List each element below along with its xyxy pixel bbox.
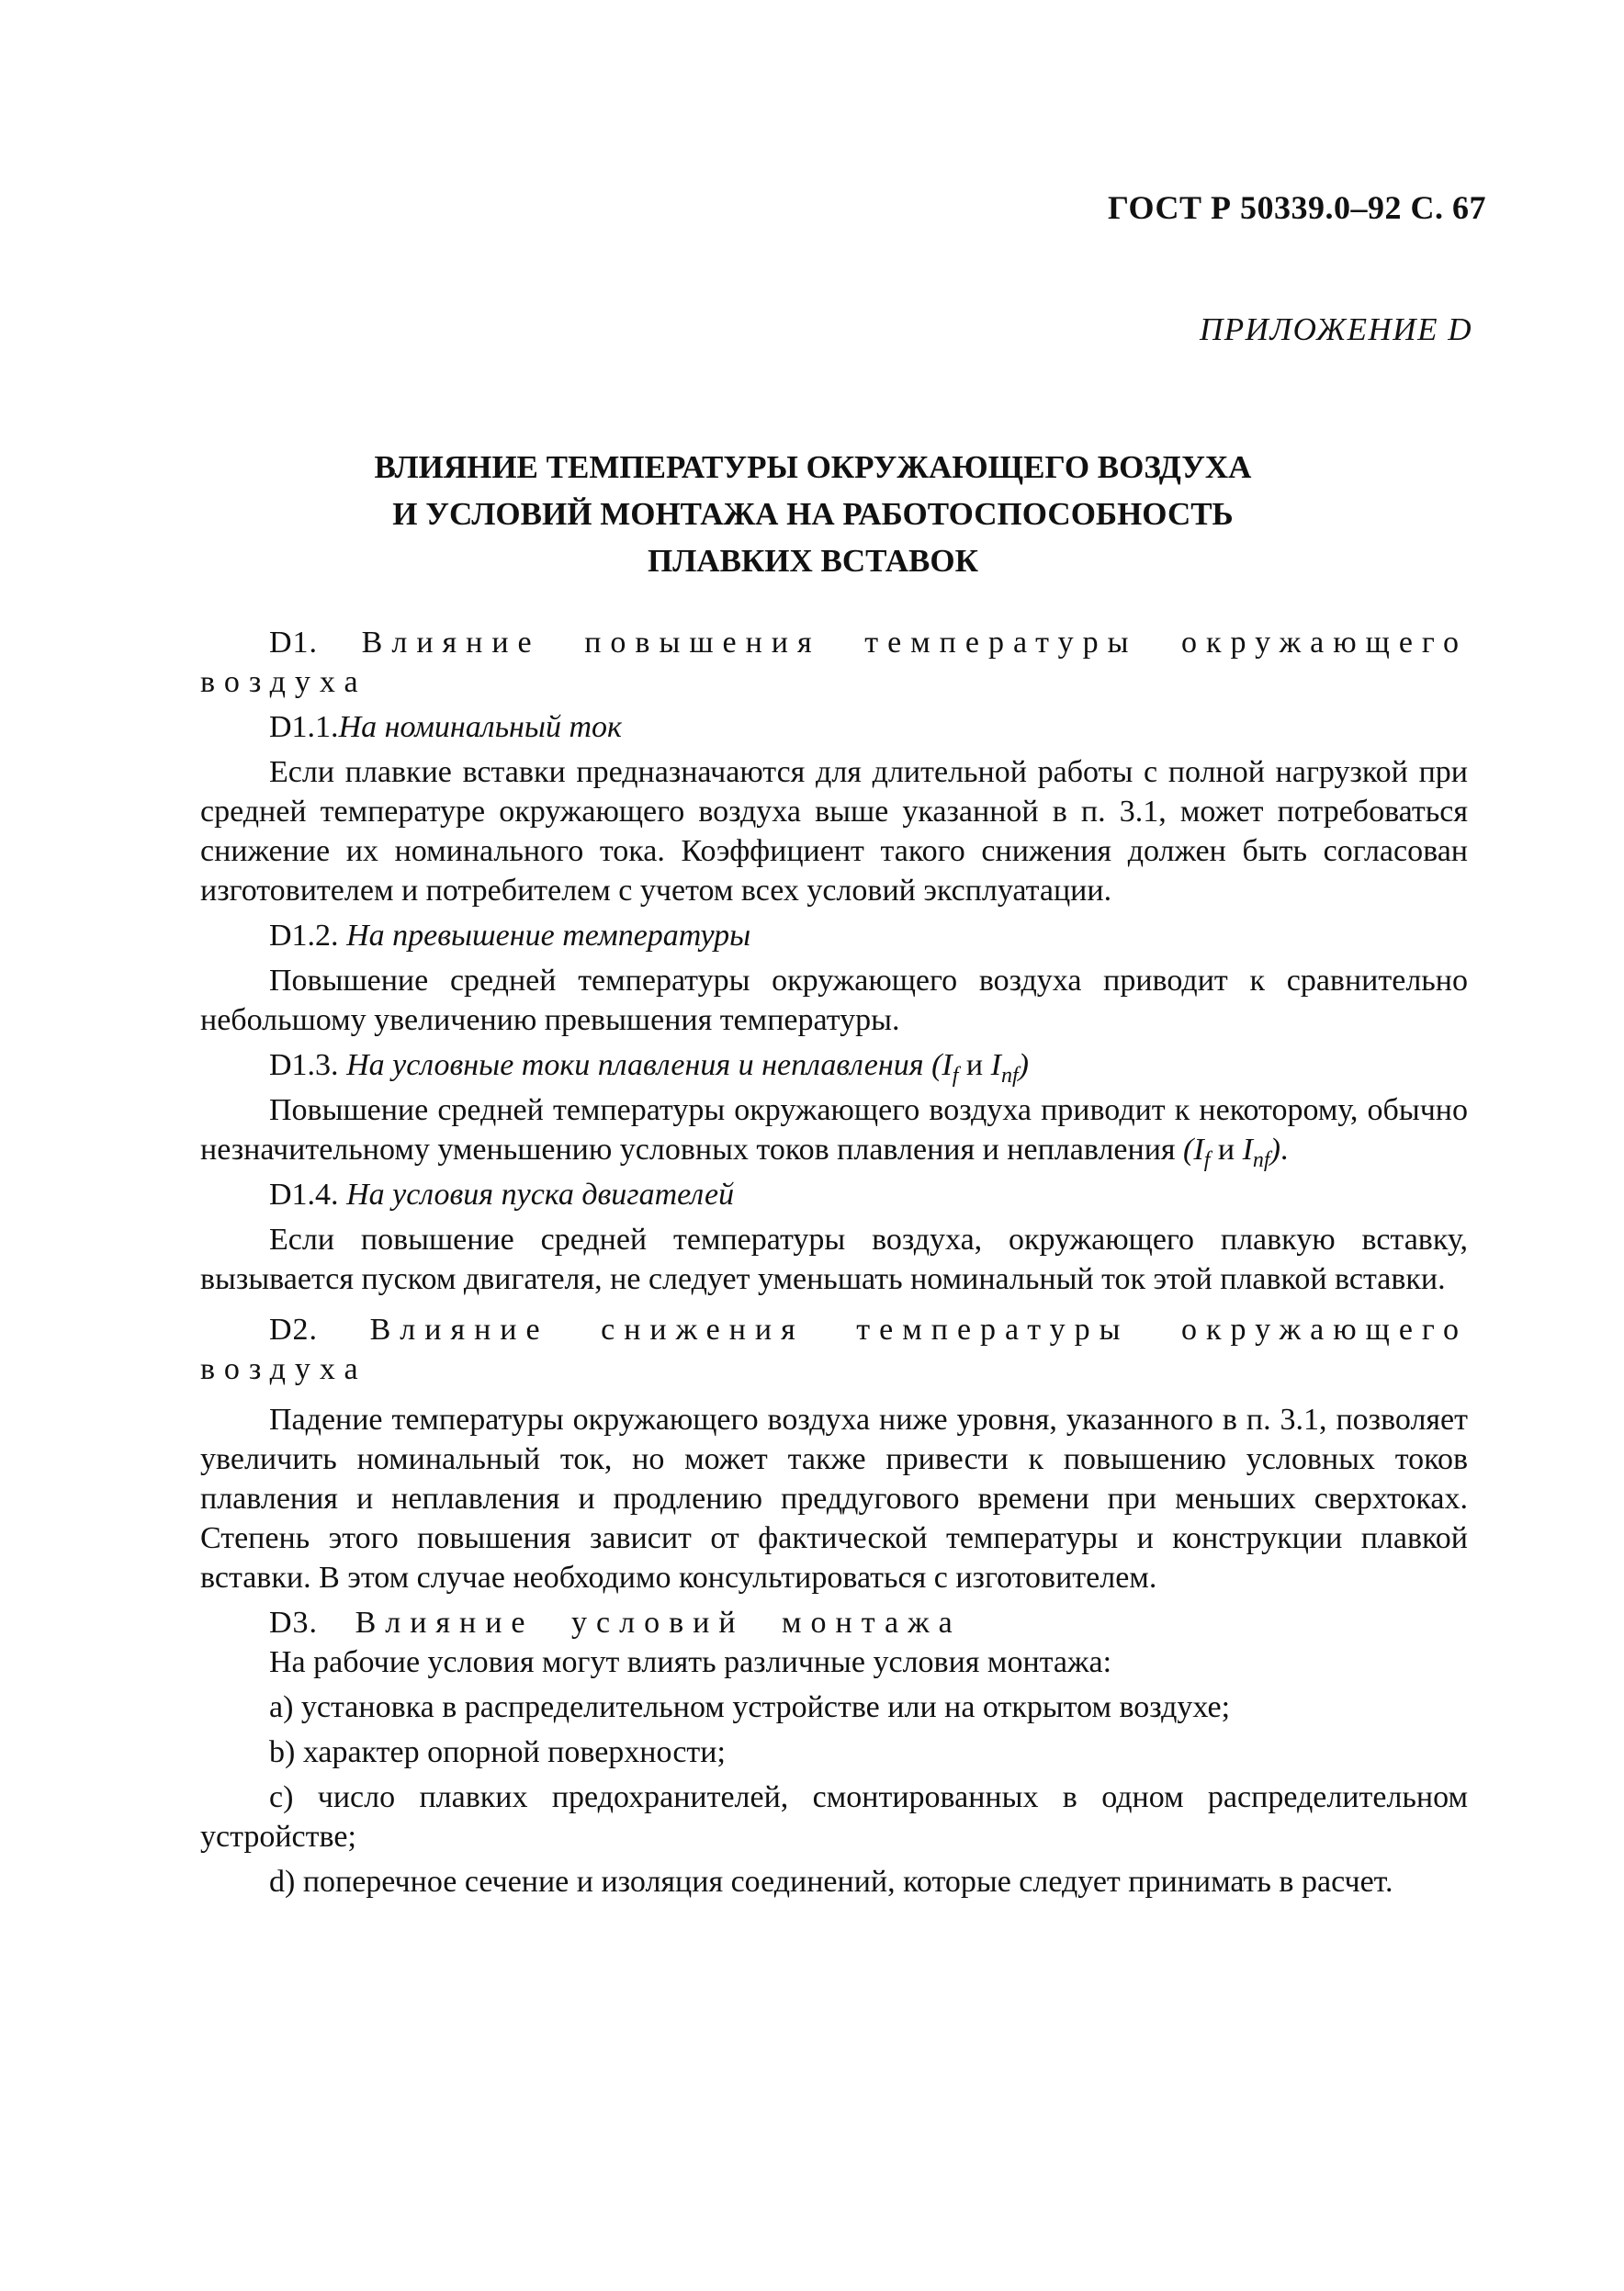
section-number: D2. <box>269 1313 319 1347</box>
section-number: D1.4. <box>269 1178 339 1212</box>
section-title: На номинальный ток <box>338 710 622 744</box>
section-number: D3. <box>269 1606 319 1640</box>
formula: ($I_f$ и $I_{nf}$) <box>931 1048 1029 1088</box>
paragraph: Если плавкие вставки предназначаются для длительной работы с полной нагрузкой при средней температуре окружающего воздуха выше указанной в п. 3.1, может потребоваться снижение их номинального тока. Коэффициент такого снижения должен быть согласован изготовителем и потребителем с учетом всех условий эксплуатации. <box>200 755 1468 908</box>
list-item: b) характер опорной поверхности; <box>269 1735 726 1769</box>
list-item: d) поперечное сечение и изоляция соединений, которые следует принимать в расчет. <box>269 1865 1393 1899</box>
section-number: D1.1. <box>269 710 339 744</box>
section-d1-4-heading <box>200 1175 1468 1214</box>
title-line: ВЛИЯНИЕ ТЕМПЕРАТУРЫ ОКРУЖАЮЩЕГО ВОЗДУХА <box>374 449 1252 485</box>
section-title: Влияние повышения температуры окружающего воздуха <box>200 626 1469 699</box>
section-d1-3-heading <box>200 1045 1468 1088</box>
page-header: ГОСТ Р 50339.0–92 С. 67 <box>1108 189 1486 226</box>
list-item: а) установка в распределительном устройстве или на открытом воздухе; <box>269 1690 1231 1724</box>
section-title: На условные токи плавления и неплавления <box>346 1048 924 1082</box>
section-d1-2-heading <box>200 916 1468 955</box>
section-number: D1.2. <box>269 919 339 953</box>
section-title: Влияние условий монтажа <box>355 1606 962 1640</box>
appendix-label: ПРИЛОЖЕНИЕ D <box>1200 311 1472 347</box>
section-number: D1.3. <box>269 1048 339 1082</box>
paragraph: На рабочие условия могут влиять различные условия монтажа: <box>269 1645 1112 1679</box>
document-title <box>202 444 1424 584</box>
section-title: На условия пуска двигателей <box>346 1178 735 1212</box>
document-body <box>200 623 1468 1902</box>
paragraph: Падение температуры окружающего воздуха ниже уровня, указанного в п. 3.1, позволяет увеличить номинальный ток, но может также привести к повышению условных токов плавления и неплавления и продлению преддугового времени при меньших сверхтоках. Степень этого повышения зависит от фактической температуры и конструкции плавкой вставки. В этом случае необходимо консультироваться с изготовителем. <box>200 1403 1468 1595</box>
section-title: На превышение температуры <box>346 919 751 953</box>
section-number: D1. <box>269 626 319 660</box>
paragraph: Повышение средней температуры окружающего воздуха приводит к сравнительно небольшому увеличению превышения температуры. <box>200 964 1468 1037</box>
title-line: ПЛАВКИХ ВСТАВОК <box>648 543 978 579</box>
paragraph: Повышение средней температуры окружающего воздуха приводит к некоторому, обычно незначительному уменьшению условных токов плавления и неплавления ($I_f$ и $I_{nf}$). <box>200 1093 1468 1172</box>
section-d2-heading <box>200 1310 1468 1389</box>
title-line: И УСЛОВИЙ МОНТАЖА НА РАБОТОСПОСОБНОСТЬ <box>392 496 1234 532</box>
formula: ($I_f$ и $I_{nf}$) <box>1183 1133 1280 1172</box>
section-title: Влияние снижения температуры окружающего воздуха <box>200 1313 1469 1386</box>
paragraph: Если повышение средней температуры воздуха, окружающего плавкую вставку, вызывается пуском двигателя, не следует уменьшать номинальный ток этой плавкой вставки. <box>200 1223 1468 1296</box>
section-d1-heading <box>200 623 1468 702</box>
section-d1-1-heading <box>200 707 1468 747</box>
list-item: с) число плавких предохранителей, смонтированных в одном распределительном устройстве; <box>200 1780 1468 1854</box>
section-d3-heading <box>200 1603 1468 1642</box>
